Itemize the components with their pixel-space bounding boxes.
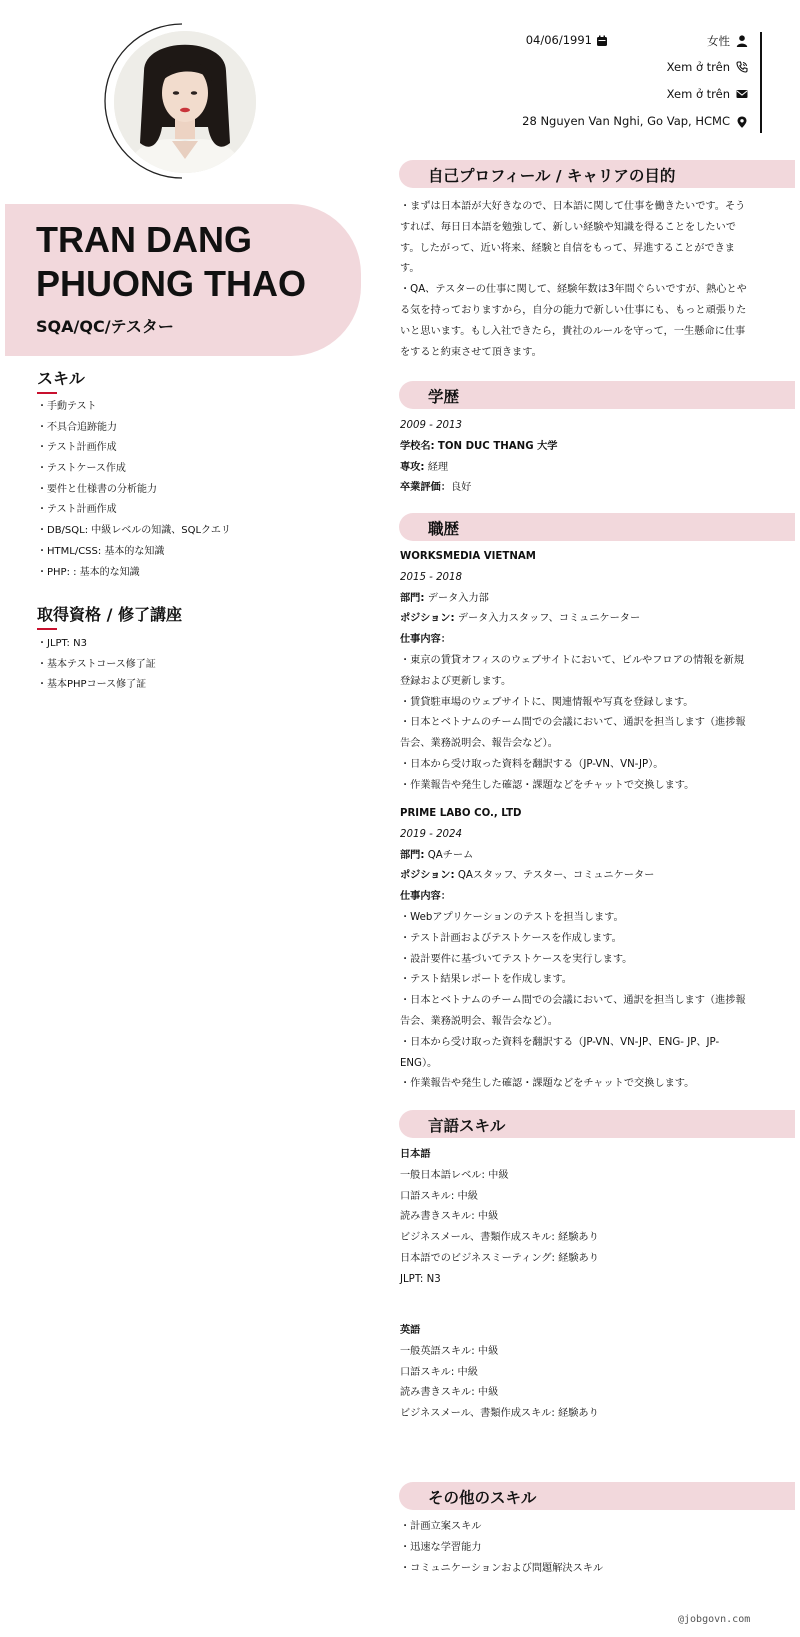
duty-line: ・Webアプリケーションのテストを担当します。	[400, 911, 624, 923]
school-label: 学校名:	[400, 440, 435, 452]
objective-line: すれば、毎日日本語を勉強して、新しい経験や知識を得ることをしたいで	[400, 221, 736, 233]
education-details	[400, 416, 766, 499]
major-label: 専攻:	[400, 461, 425, 473]
duty-line: 告会、業務説明会、報告会など）。	[400, 1015, 558, 1027]
birthday-text: 04/06/1991	[525, 33, 592, 47]
skills-list	[37, 397, 231, 583]
english-item: ビジネスメール、書類作成スキル: 経験あり	[400, 1408, 599, 1420]
skills-underline	[37, 392, 57, 394]
job-dept-row	[400, 589, 766, 610]
other-skill-item: ・計画立案スキル	[400, 1521, 482, 1532]
duty-line: ・日本とベトナムのチーム間での会議において、通訳を担当します（進捗報	[400, 717, 746, 729]
objective-line: す。	[400, 263, 420, 275]
education-major-row	[400, 458, 766, 479]
other-skill-item: ・コミュニケーションおよび問題解決スキル	[400, 1562, 604, 1574]
duty-line: ・賃貸駐車場のウェブサイトに、関連情報や写真を登録します。	[400, 696, 694, 708]
duty-line: ・作業報告や発生した確認・課題などをチャットで交換します。	[400, 1078, 695, 1090]
dept-label: 部門:	[400, 592, 425, 604]
duty-line: ・日本から受け取った資料を翻訳する（JP-VN、VN-JP、ENG- JP、JP-	[400, 1036, 720, 1048]
skill-item: ・DB/SQL: 中級レベルの知識、SQLクエリ	[37, 525, 231, 537]
location-pin-icon	[736, 116, 748, 128]
certification-item: ・基本PHPコース修了証	[37, 679, 147, 691]
email-text: Xem ở trên	[666, 87, 730, 101]
envelope-icon	[736, 88, 748, 100]
major-value: 経理	[427, 461, 449, 473]
portrait-image	[114, 31, 256, 173]
objective-line: ・QA、テスターの仕事に関して、経験年数は3年間ぐらいですが、熱心とや	[400, 284, 747, 296]
name-line-1: TRAN DANG	[36, 219, 252, 260]
experience-section-header	[399, 513, 795, 541]
job-entry	[400, 547, 766, 797]
job-company: PRIME LABO CO., LTD	[400, 808, 522, 819]
education-section-header	[399, 381, 795, 409]
dept-value: QAチーム	[427, 849, 474, 861]
english-item: 口語スキル: 中級	[400, 1366, 478, 1378]
duty-line: 登録および更新します。	[400, 675, 512, 687]
school-name: TON DUC THANG 大学	[437, 440, 558, 452]
job-entry	[400, 804, 766, 1095]
calendar-icon	[596, 35, 608, 47]
japanese-item: JLPT: N3	[400, 1273, 441, 1285]
certification-item: ・JLPT: N3	[37, 638, 87, 649]
objective-line: ・まずは日本語が大好きなので、日本語に関して仕事を働きたいです。そう	[400, 201, 746, 212]
name-line-2: PHUONG THAO	[36, 263, 306, 304]
skill-item: ・PHP: : 基本的な知識	[37, 566, 140, 578]
job-position-row	[400, 866, 766, 887]
other-skills-list	[400, 1517, 766, 1579]
skills-heading: スキル	[37, 369, 85, 388]
languages-heading: 言語スキル	[428, 1117, 506, 1135]
japanese-title: 日本語	[400, 1149, 431, 1160]
duties-label: 仕事内容：	[400, 891, 451, 903]
grade-value: 良好	[450, 482, 472, 494]
job-period: 2015 - 2018	[400, 571, 463, 583]
japanese-item: 口語スキル: 中級	[400, 1190, 478, 1202]
languages-section-header	[399, 1110, 795, 1138]
english-item: 一般英語スキル: 中級	[400, 1345, 499, 1357]
duty-line: ・テスト結果レポートを作成します。	[400, 974, 572, 986]
full-name	[36, 218, 306, 306]
education-school-row	[400, 437, 766, 458]
english-skills	[400, 1321, 766, 1425]
position-label: ポジション:	[400, 870, 455, 882]
education-period: 2009 - 2013	[400, 420, 463, 431]
certifications-list	[37, 634, 156, 696]
japanese-item: 読み書きスキル: 中級	[400, 1211, 499, 1223]
name-banner	[5, 204, 361, 356]
education-grade-row	[400, 478, 766, 499]
japanese-skills	[400, 1145, 766, 1291]
job-company: WORKSMEDIA VIETNAM	[400, 551, 536, 562]
certification-item: ・基本テストコース修了証	[37, 658, 156, 670]
profile-photo	[102, 22, 260, 180]
avatar	[114, 31, 256, 173]
certifications-underline	[37, 628, 57, 630]
certifications-heading: 取得資格 / 修了講座	[37, 605, 182, 624]
skill-item: ・不具合追跡能力	[37, 421, 117, 433]
phone-icon	[736, 61, 748, 73]
skill-item: ・テスト計画作成	[37, 442, 117, 454]
objective-line: いと思います。もし入社できたら，貴社のルールを守って，一生懸命に仕事	[400, 325, 746, 337]
job-position-row	[400, 609, 766, 630]
position-label: ポジション:	[400, 613, 455, 625]
objective-section-header	[399, 160, 795, 188]
skill-item: ・要件と仕様書の分析能力	[37, 483, 157, 495]
job-dept-row	[400, 846, 766, 867]
duty-line: ENG）。	[400, 1057, 438, 1069]
phone-text: Xem ở trên	[666, 60, 730, 74]
duty-line: 告会、業務説明会、報告会など）。	[400, 738, 558, 750]
skill-item: ・テストケース作成	[37, 463, 126, 475]
duties-label: 仕事内容：	[400, 634, 451, 646]
job-role: SQA/QC/テスター	[36, 317, 174, 336]
other-skills-section-header	[399, 1482, 795, 1510]
skill-item: ・HTML/CSS: 基本的な知識	[37, 545, 165, 557]
user-icon	[736, 35, 748, 47]
skill-item: ・手動テスト	[37, 401, 97, 412]
experience-heading: 職歴	[428, 520, 460, 538]
duty-line: ・テスト計画およびテストケースを作成します。	[400, 932, 622, 944]
objective-line: をすると約束させて頂きます。	[400, 346, 542, 358]
japanese-item: ビジネスメール、書類作成スキル: 経験あり	[400, 1232, 599, 1244]
objective-text	[400, 197, 766, 363]
position-value: データ入力スタッフ、コミュニケーター	[457, 613, 641, 625]
objective-heading: 自己プロフィール / キャリアの目的	[428, 167, 676, 185]
contact-divider	[760, 32, 762, 133]
footer-watermark: @jobgovn.com	[678, 1614, 751, 1625]
japanese-item: 日本語でのビジネスミーティング: 経験あり	[400, 1252, 599, 1264]
english-item: 読み書きスキル: 中級	[400, 1387, 499, 1399]
education-heading: 学歴	[428, 388, 460, 406]
duty-line: ・設計要件に基づいてテストケースを実行します。	[400, 953, 633, 965]
duty-line: ・作業報告や発生した確認・課題などをチャットで交換します。	[400, 779, 695, 791]
address-text: 28 Nguyen Van Nghi, Go Vap, HCMC	[522, 114, 730, 128]
duty-line: ・日本とベトナムのチーム間での会議において、通訳を担当します（進捗報	[400, 995, 746, 1007]
job-period: 2019 - 2024	[400, 828, 463, 840]
gender-text: 女性	[707, 34, 730, 48]
position-value: QAスタッフ、テスター、コミュニケーター	[457, 870, 655, 882]
other-skills-heading: その他のスキル	[428, 1489, 537, 1507]
duty-line: ・日本から受け取った資料を翻訳する（JP-VN、VN-JP）。	[400, 758, 664, 770]
english-title: 英語	[400, 1325, 421, 1336]
grade-label: 卒業評価：	[400, 482, 451, 494]
dept-value: データ入力部	[427, 592, 489, 604]
objective-line: る気を持っておりますから，自分の能力で新しい仕事にも、もっと頑張りた	[400, 304, 747, 316]
japanese-item: 一般日本語レベル: 中級	[400, 1169, 509, 1181]
dept-label: 部門:	[400, 849, 425, 861]
objective-line: す。したがって、近い将来、経験と自信をもって、昇進することができま	[400, 242, 735, 254]
duty-line: ・東京の賃貸オフィスのウェブサイトにおいて、ビルやフロアの情報を新規	[400, 654, 744, 666]
other-skill-item: ・迅速な学習能力	[400, 1541, 482, 1553]
skill-item: ・テスト計画作成	[37, 504, 117, 516]
